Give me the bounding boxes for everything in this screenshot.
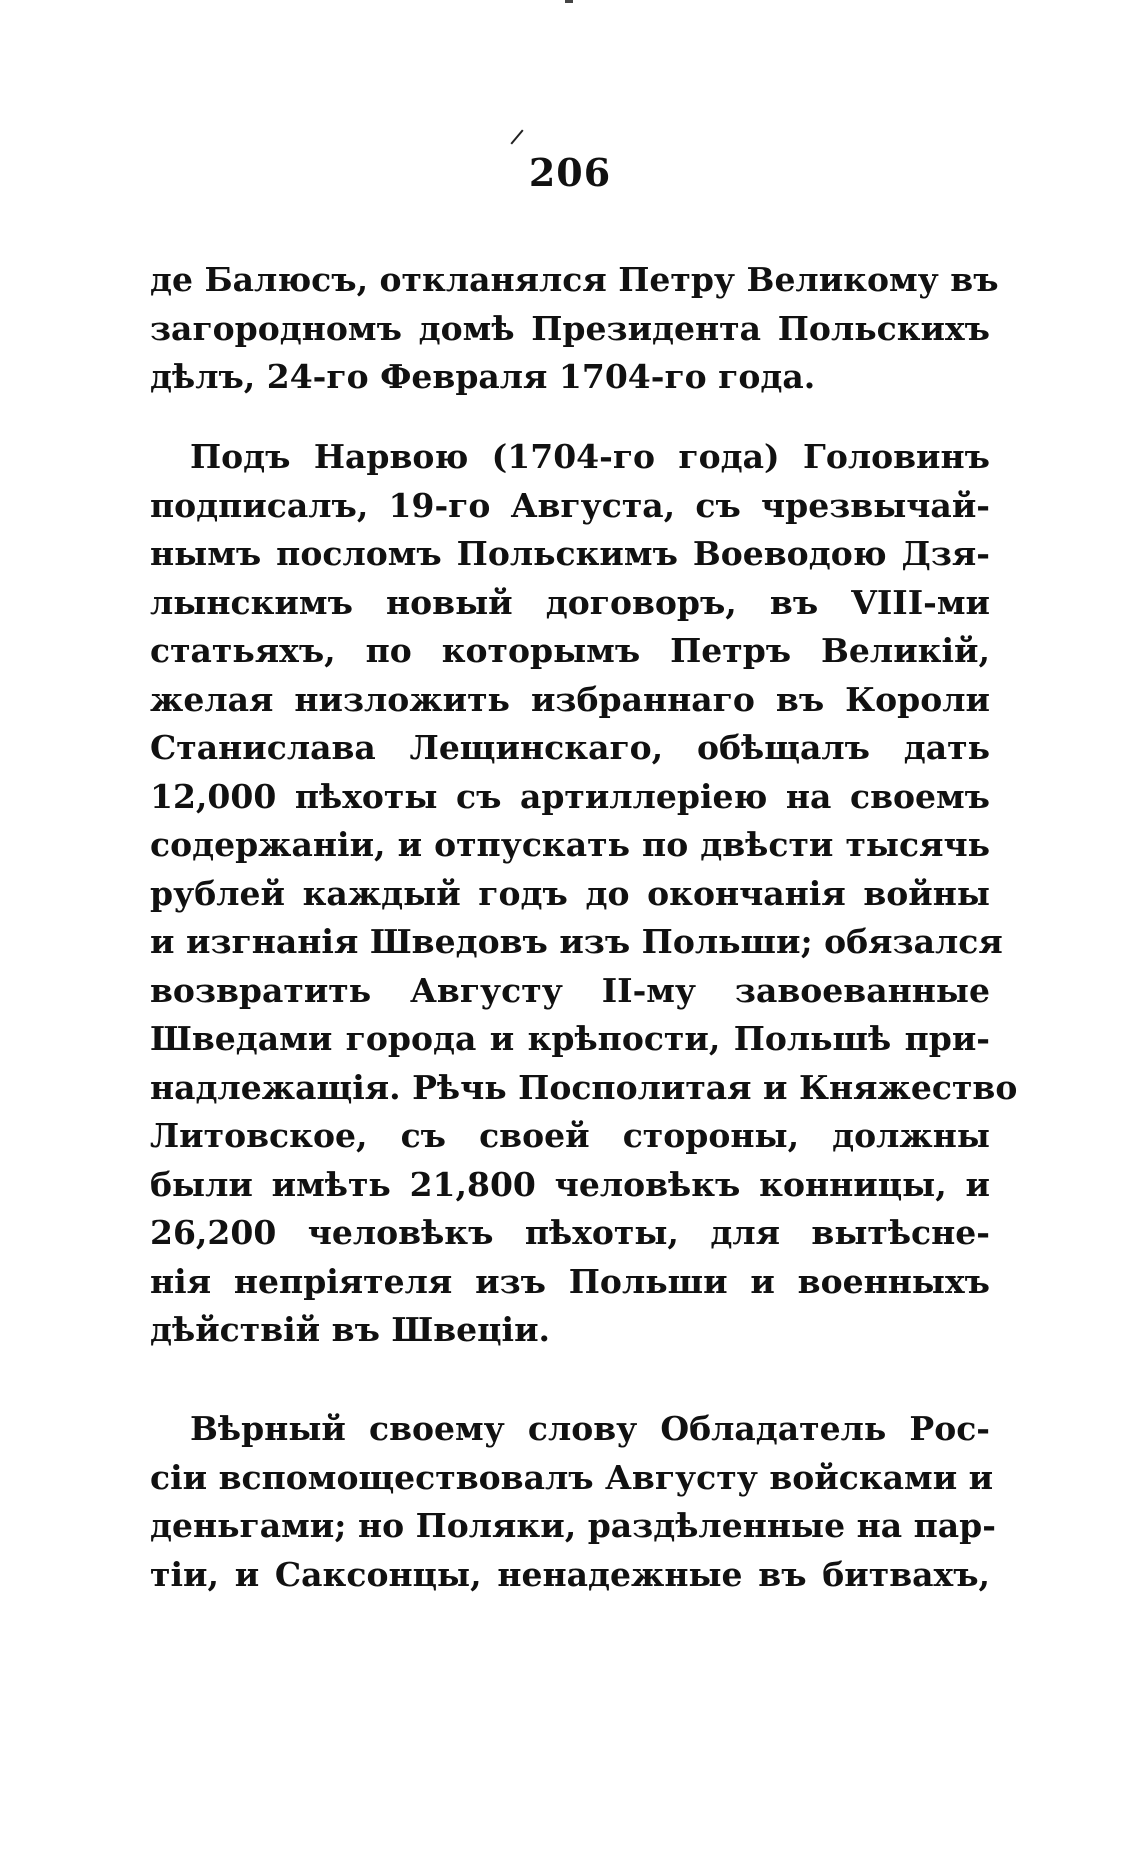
text-line: дѣлъ, 24-го Февраля 1704-го года. <box>150 357 816 396</box>
text-line: Литовское, съ своей стороны, должны <box>150 1116 990 1155</box>
text-line: подписалъ, 19-го Августа, съ чрезвычай- <box>150 485 990 525</box>
text-line: 26,200 человѣкъ пѣхоты, для вытѣсне- <box>150 1213 990 1252</box>
text-line: нія непріятеля изъ Польши и военныхъ <box>150 1261 990 1301</box>
text-line: лынскимъ новый договоръ, въ VIII-ми <box>150 582 990 622</box>
page-number: 206 <box>528 150 612 195</box>
text-line: деньгами; но Поляки, раздѣленные на пар- <box>150 1506 996 1545</box>
text-line: и изгнанія Шведовъ изъ Польши; обязался <box>150 922 1003 961</box>
text-line: де Балюсъ, откланялся Петру Великому въ <box>150 260 999 299</box>
text-line: содержаніи, и отпускать по двѣсти тысячь <box>150 825 990 864</box>
text-line: загородномъ домѣ Президента Польскихъ <box>150 308 990 348</box>
text-line: статьяхъ, по которымъ Петръ Великій, <box>150 631 990 670</box>
text-line: Вѣрный своему слову Обладатель Рос- <box>190 1409 990 1448</box>
text-line: Шведами города и крѣпости, Польшѣ при- <box>150 1019 990 1058</box>
text-line: тіи, и Саксонцы, ненадежные въ битвахъ, <box>150 1554 990 1594</box>
text-line: Подъ Нарвою (1704-го года) Головинъ <box>190 437 990 476</box>
paragraph-3 <box>150 1405 996 1599</box>
paragraph-1 <box>150 256 999 402</box>
text-line: дѣйствій въ Швеціи. <box>150 1310 551 1349</box>
text-line: Станислава Лещинскаго, обѣщалъ дать <box>150 728 990 767</box>
text-line: желая низложить избраннаго въ Короли <box>150 679 990 719</box>
scan-mark <box>565 0 573 3</box>
text-line: сіи вспомоществовалъ Августу войсками и <box>150 1457 994 1497</box>
text-line: надлежащія. Рѣчь Посполитая и Княжество <box>150 1067 1018 1107</box>
text-line: рублей каждый годъ до окончанія войны <box>150 873 990 913</box>
paragraph-2 <box>150 433 1018 1355</box>
text-line: были имѣть 21,800 человѣкъ конницы, и <box>150 1164 990 1204</box>
pencil-tick-mark <box>510 129 523 144</box>
text-line: нымъ посломъ Польскимъ Воеводою Дзя- <box>150 534 990 573</box>
text-line: возвратить Августу II-му завоеванные <box>150 970 990 1010</box>
text-line: 12,000 пѣхоты съ артиллеріею на своемъ <box>150 776 990 816</box>
